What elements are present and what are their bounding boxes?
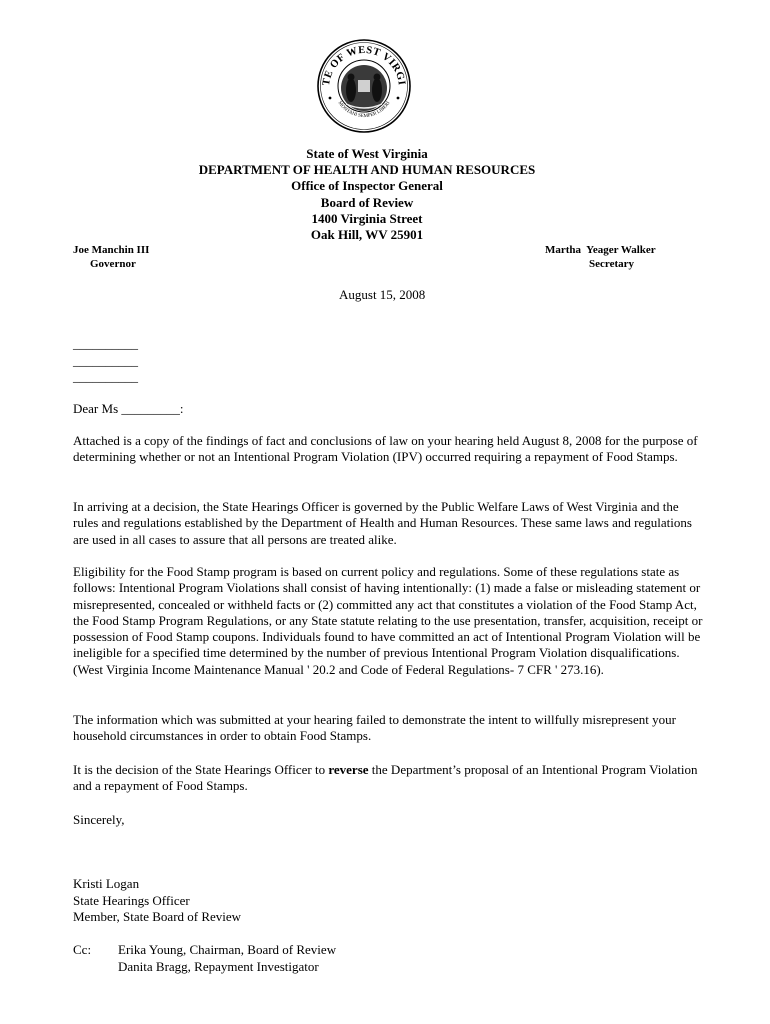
signer-member: Member, State Board of Review <box>73 909 242 924</box>
state-seal <box>316 38 412 134</box>
state-seal-graphic <box>316 38 412 134</box>
paragraph-eligibility: Eligibility for the Food Stamp program is based on current policy and regulations. Some of these regulations state as follows: Intentional Program Violations shall consist of having intentionally: (1) made a false or misleading statement or misrepresented, concealed or withheld facts or (2) committed any act that constitutes a violation of the Food Stamp Act, the Food Stamp Program Regulations, or any State statute relating to the use presentation, transfer, acquisition, receipt or possession of Food Stamp coupons. Individuals found to have committed an act of Intentional Program Violation will be ineligible for a specified time determined by the number of previous Intentional Program Violation disqualifications. (West Virginia Income Maintenance Manual ' 20.2 and Code of Federal Regulations- 7 CFR ' 273.16). <box>73 564 703 677</box>
signer-title: State Hearings Officer <box>73 892 190 908</box>
address-line: __________ <box>73 336 138 351</box>
letter-date: August 15, 2008 <box>339 287 426 302</box>
cc-recipient: Danita Bragg, Repayment Investigator <box>118 958 319 974</box>
letterhead-street: 1400 Virginia Street <box>311 210 423 226</box>
cc-label: Cc: <box>73 942 92 957</box>
salutation: Dear Ms _________: <box>73 401 184 416</box>
governor-title: Governor <box>90 258 136 270</box>
letterhead-board: Board of Review <box>320 194 414 210</box>
signer-name: Kristi Logan <box>73 876 140 891</box>
cc-list <box>118 942 336 975</box>
letterhead-state: State of West Virginia <box>306 146 428 161</box>
secretary-name: Martha Yeager Walker <box>545 244 656 256</box>
letterhead-office: Office of Inspector General <box>291 178 443 194</box>
paragraph-governing-laws: In arriving at a decision, the State Hearings Officer is governed by the Public Welfare Laws of West Virginia and the rules and regulations established by the Department of Health and Human Resources. These same laws and regulations are used in all cases to assure that all persons are treated alike. <box>73 499 692 547</box>
governor-block <box>73 243 149 271</box>
cc-recipient: Erika Young, Chairman, Board of Review <box>118 942 337 957</box>
address-line: __________ <box>73 352 138 368</box>
closing: Sincerely, <box>73 812 125 827</box>
signer-block <box>73 876 241 926</box>
recipient-address <box>73 336 138 386</box>
decision-keyword: reverse <box>328 762 369 777</box>
decision-text-after: the Department’s proposal of an Intentional Program Violation and a repayment of Food Stamps. <box>73 762 698 794</box>
letterhead-city: Oak Hill, WV 25901 <box>310 227 424 243</box>
secretary-title: Secretary <box>589 258 634 270</box>
governor-name: Joe Manchin III <box>73 244 150 256</box>
paragraph-decision <box>73 762 703 795</box>
address-line: __________ <box>73 369 138 384</box>
decision-text-before: It is the decision of the State Hearings Officer to <box>73 762 329 777</box>
letterhead <box>0 146 734 243</box>
paragraph-hearing-result: The information which was submitted at your hearing failed to demonstrate the intent to willfully misrepresent your household circumstances in order to obtain Food Stamps. <box>73 712 676 744</box>
seal-motto: MONTANI SEMPER LIBERI <box>336 100 392 120</box>
seal-outer-text: TE OF WEST VIRGI <box>320 44 407 87</box>
paragraph-findings: Attached is a copy of the findings of fact and conclusions of law on your hearing held August 8, 2008 for the purpose of determining whether or not an Intentional Program Violation (IPV) occurred requiring a repayment of Food Stamps. <box>73 433 698 465</box>
letterhead-department: DEPARTMENT OF HEALTH AND HUMAN RESOURCES <box>198 162 536 178</box>
secretary-block <box>545 243 656 271</box>
